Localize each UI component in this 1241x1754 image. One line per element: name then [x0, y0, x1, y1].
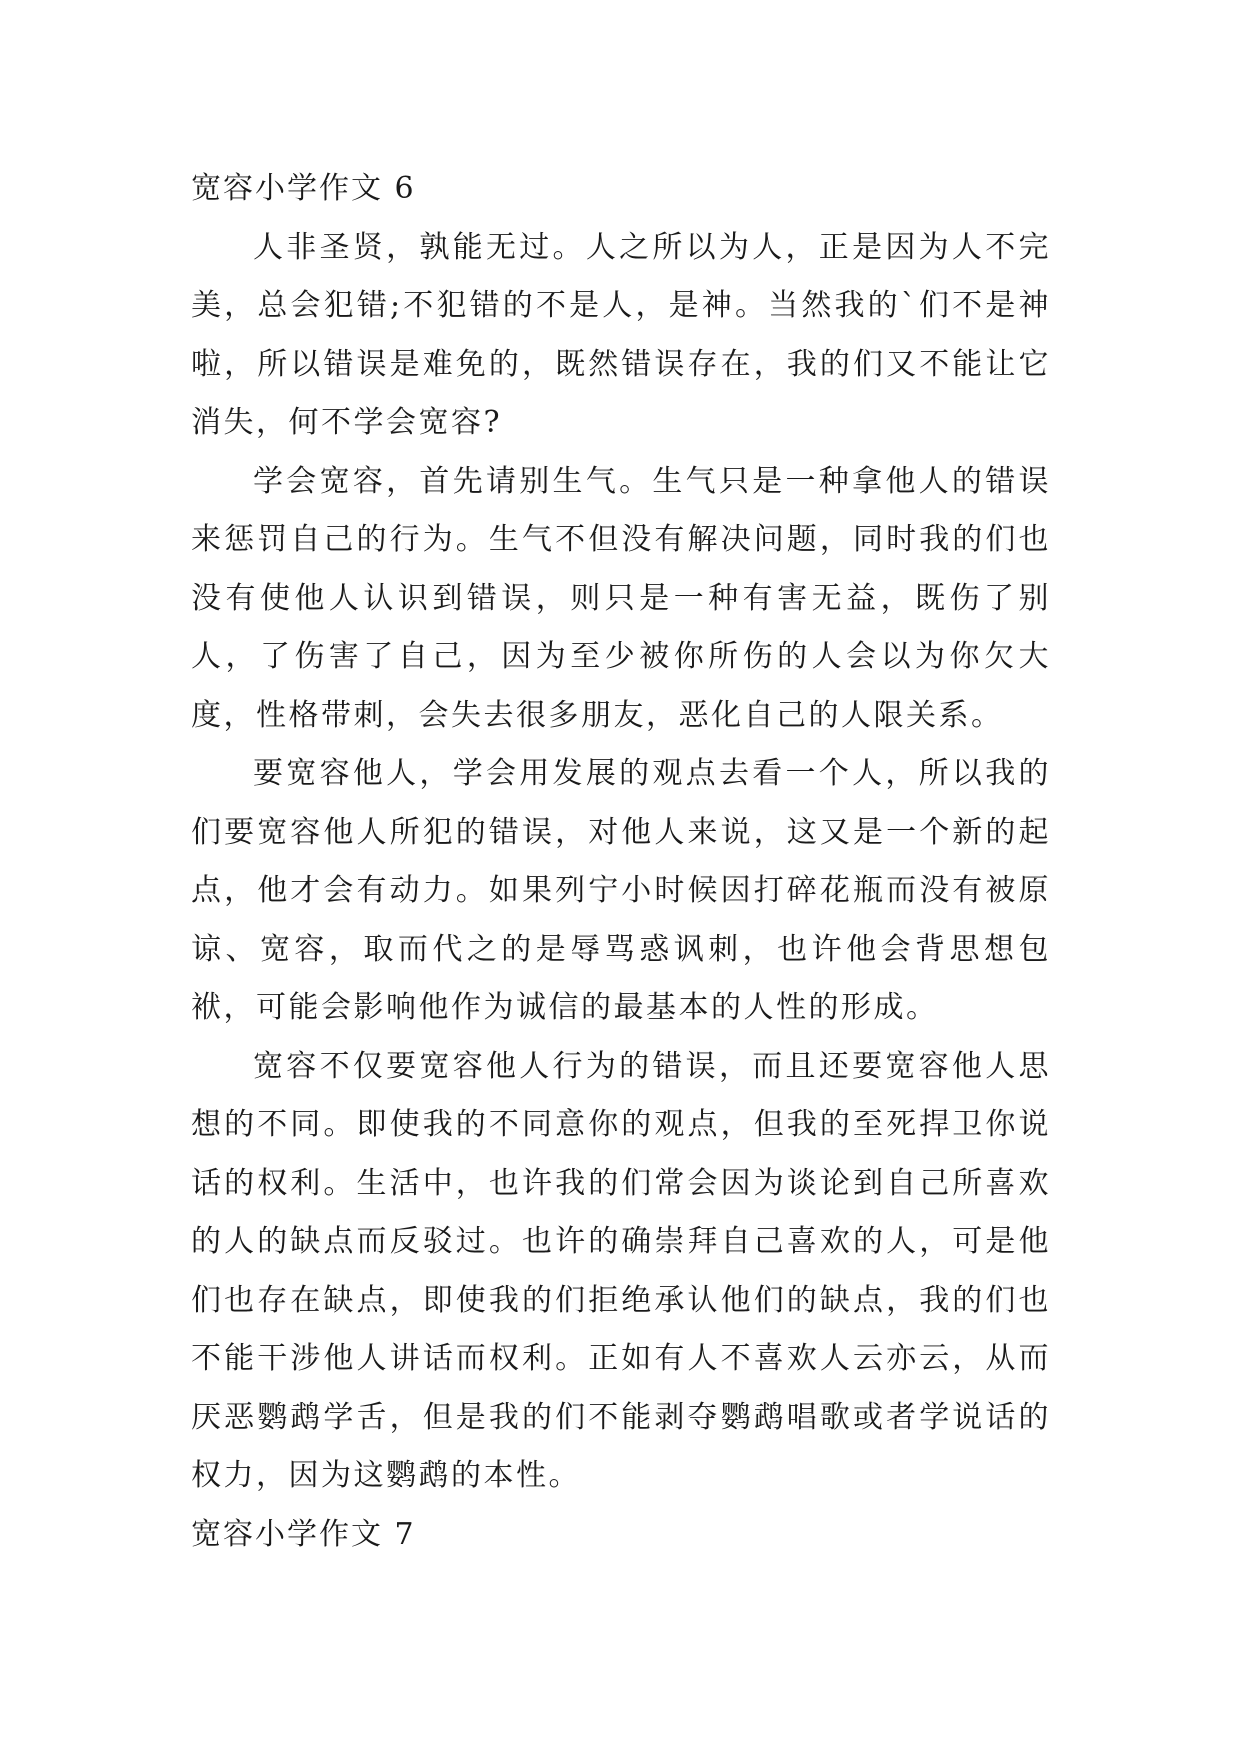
section-heading: 宽容小学作文 6 [191, 171, 416, 206]
body-paragraph: 人非圣贤，孰能无过。人之所以为人，正是因为人不完美，总会犯错;不犯错的不是人，是神。当然我的`们不是神啦，所以错误是难免的，既然错误存在，我的们又不能让它消失，何不学会宽容? [191, 229, 1051, 440]
body-paragraph: 要宽容他人，学会用发展的观点去看一个人，所以我的们要宽容他人所犯的错误，对他人来说，这又是一个新的起点，他才会有动力。如果列宁小时候因打碎花瓶而没有被原谅、宽容，取而代之的是辱骂惑讽刺，也许他会背思想包袱，可能会影响他作为诚信的最基本的人性的形成。 [191, 756, 1051, 1025]
document-body [191, 160, 1051, 1564]
body-paragraph: 宽容不仅要宽容他人行为的错误，而且还要宽容他人思想的不同。即使我的不同意你的观点，但我的至死捍卫你说话的权利。生活中，也许我的们常会因为谈论到自己所喜欢的人的缺点而反驳过。也许的确崇拜自己喜欢的人，可是他们也存在缺点，即使我的们拒绝承认他们的缺点，我的们也不能干涉他人讲话而权利。正如有人不喜欢人云亦云，从而厌恶鹦鹉学舌，但是我的们不能剥夺鹦鹉唱歌或者学说话的权力，因为这鹦鹉的本性。 [191, 1048, 1051, 1493]
section-heading: 宽容小学作文 7 [191, 1516, 416, 1552]
body-paragraph: 学会宽容，首先请别生气。生气只是一种拿他人的错误来惩罚自己的行为。生气不但没有解决问题，同时我的们也没有使他人认识到错误，则只是一种有害无益，既伤了别人，了伤害了自己，因为至少被你所伤的人会以为你欠大度，性格带刺，会失去很多朋友，恶化自己的人限关系。 [191, 463, 1051, 733]
